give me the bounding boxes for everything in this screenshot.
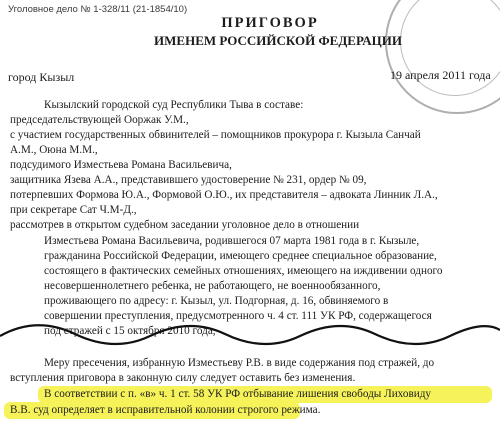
body-line: при секретаре Сат Ч.М-Д., xyxy=(10,204,137,216)
body-line: состоящего в фактических семейных отношениях, имеющего на иждивении одного xyxy=(44,265,443,277)
body-line: с участием государственных обвинителей – помощников прокурора г. Кызыла Санчай xyxy=(10,129,421,141)
body-line: Кызылский городской суд Республики Тыва в составе: xyxy=(44,99,304,111)
after-break-line: Меру пресечения, избранную Изместьеву Р.В. в виде содержания под стражей, до xyxy=(44,357,435,369)
body-line: Изместьева Романа Васильевича, родившегося 07 марта 1981 года в г. Кызыле, xyxy=(44,235,420,247)
body-line: потерпевших Формова Ю.А., Формовой О.Ю., их представителя – адвоката Линник Л.А., xyxy=(10,189,438,201)
case-number: Уголовное дело № 1-328/11 (21-1854/10) xyxy=(8,4,188,15)
body-line: совершении преступления, предусмотренного ч. 4 ст. 111 УК РФ, содержащегося xyxy=(44,310,432,322)
highlighted-line: В соответствии с п. «в» ч. 1 ст. 58 УК РФ отбывание лишения свободы Лиховиду xyxy=(44,388,431,400)
body-line: подсудимого Изместьева Романа Васильевича, xyxy=(10,159,232,171)
body-line: рассмотрев в открытом судебном заседании уголовное дело в отношении xyxy=(10,219,360,231)
body-line: несовершеннолетнего ребенка, не работающего, не военнообязанного, xyxy=(44,280,381,292)
page-break-wave xyxy=(0,318,500,348)
body-line: гражданина Российской Федерации, имеющего среднее специальное образование, xyxy=(44,250,437,262)
body-line: А.М., Оюна М.М., xyxy=(10,144,98,156)
date-label: 19 апреля 2011 года xyxy=(390,68,491,82)
body-line: проживающего по адресу: г. Кызыл, ул. Подгорная, д. 16, обвиняемого в xyxy=(44,295,389,307)
city-label: город Кызыл xyxy=(8,70,75,84)
after-break-line: вступления приговора в законную силу следует оставить без изменения. xyxy=(10,372,356,384)
document-title: ПРИГОВОР xyxy=(221,15,319,31)
body-line: защитника Язева А.А., представившего удостоверение № 231, ордер № 09, xyxy=(10,174,367,186)
highlighted-line: В.В. суд определяет в исправительной колонии строгого режима. xyxy=(10,404,321,416)
body-line: под стражей с 15 октября 2010 года, xyxy=(44,325,216,337)
document-subtitle: ИМЕНЕМ РОССИЙСКОЙ ФЕДЕРАЦИИ xyxy=(154,33,402,48)
body-line: председательствующей Ооржак У.М., xyxy=(10,114,189,126)
